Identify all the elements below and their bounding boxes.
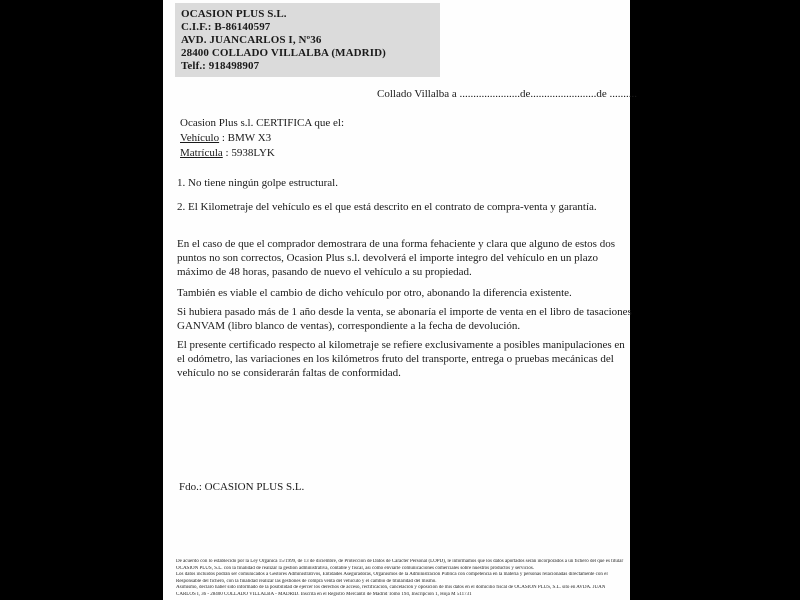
legal-line: CARLOS I, 36 - 28400 COLLADO VILLALBA - MADRID. Inscrita en el Registro Mercantil de Madrid Tomo 194, Inscripción 1, Hoja M 511731 [176, 591, 472, 597]
company-cif: C.I.F.: B-86140597 [181, 21, 271, 33]
paragraph-exchange-option: También es viable el cambio de dicho vehículo por otro, abonando la diferencia existente. [177, 287, 572, 299]
certification-block [180, 116, 344, 161]
company-header-box [175, 3, 440, 77]
document-page [163, 0, 638, 600]
legal-line: De acuerdo con lo establecido por la Ley Orgánica 15/1999, de 13 de diciembre, de Protección de Datos de Carácter Personal (LOPD), le informamos que los datos aportados serán incorporados a un fichero del que es titular [176, 559, 624, 564]
legal-line: Los datos incluidos podrán ser comunicados a Gestores Administrativos, Entidades Aseguradoras, Organismos de la Administración Pública con competencia en la materia y personas relacionadas directamente con el [176, 572, 608, 578]
vehicle-row [180, 131, 344, 146]
vehicle-value: : BMW X3 [219, 132, 272, 144]
plate-row [180, 146, 344, 161]
date-line: Collado Villalba a ......................de........................de .......... [377, 88, 638, 100]
legal-line: OCASIÓN PLUS, S.L. con la finalidad de realizar la gestión administrativa, contable y fiscal, así como enviarle comunicaciones comerciales sobre nuestros productos y servicios. [176, 565, 535, 571]
signature-line: Fdo.: OCASION PLUS S.L. [179, 481, 305, 493]
legal-footer [176, 559, 626, 599]
company-phone: Telf.: 918498907 [181, 60, 260, 72]
numbered-items [177, 177, 637, 225]
vehicle-label: Vehículo [180, 132, 220, 144]
item-mileage: 2. El Kilometraje del vehículo es el que está descrito en el contrato de compra-venta y garantía. [177, 201, 597, 213]
legal-line: Responsable del fichero, con la finalidad realizar las gestiones de compra venta del vehículo y el cambio de titularidad del mismo. [176, 578, 437, 584]
paragraph-refund-policy: En el caso de que el comprador demostrara de una forma fehaciente y clara que alguno de estos dos puntos no son correctos, Ocasion Plus s.l. devolverá el importe integro del vehículo en un plazo máximo de 48 horas, pasando de nuevo el vehículo a su propiedad. [177, 238, 615, 278]
legal-line: Asimismo, declaro haber sido informado de la posibilidad de ejercer los derechos de acceso, rectificación, cancelación y oposición de mis datos en el domicilio fiscal de OCASIÓN PLUS, S.L. sito en AVDA. JUAN [176, 585, 606, 591]
company-city: 28400 COLLADO VILLALBA (MADRID) [181, 47, 386, 59]
item-structural: 1. No tiene ningún golpe estructural. [177, 177, 338, 189]
certify-intro: Ocasion Plus s.l. CERTIFICA que el: [180, 117, 345, 129]
paragraph-odometer-disclaimer: El presente certificado respecto al kilometraje se refiere exclusivamente a posibles manipulaciones en el odómetro, las variaciones en los kilómetros fruto del transporte, entrega o pruebas mecánicas del vehículo no se considerarán faltas de conformidad. [177, 339, 625, 379]
company-address: AVD. JUANCARLOS I, Nº36 [181, 34, 322, 46]
company-name: OCASION PLUS S.L. [181, 8, 287, 20]
paragraph-ganvam-valuation: Si hubiera pasado más de 1 año desde la venta, se abonaría el importe de venta en el libro de tasaciones GANVAM (libro blanco de ventas), correspondiente a la fecha de devolución. [177, 306, 632, 332]
plate-value: : 5938LYK [222, 147, 275, 159]
plate-label: Matrícula [180, 147, 223, 159]
